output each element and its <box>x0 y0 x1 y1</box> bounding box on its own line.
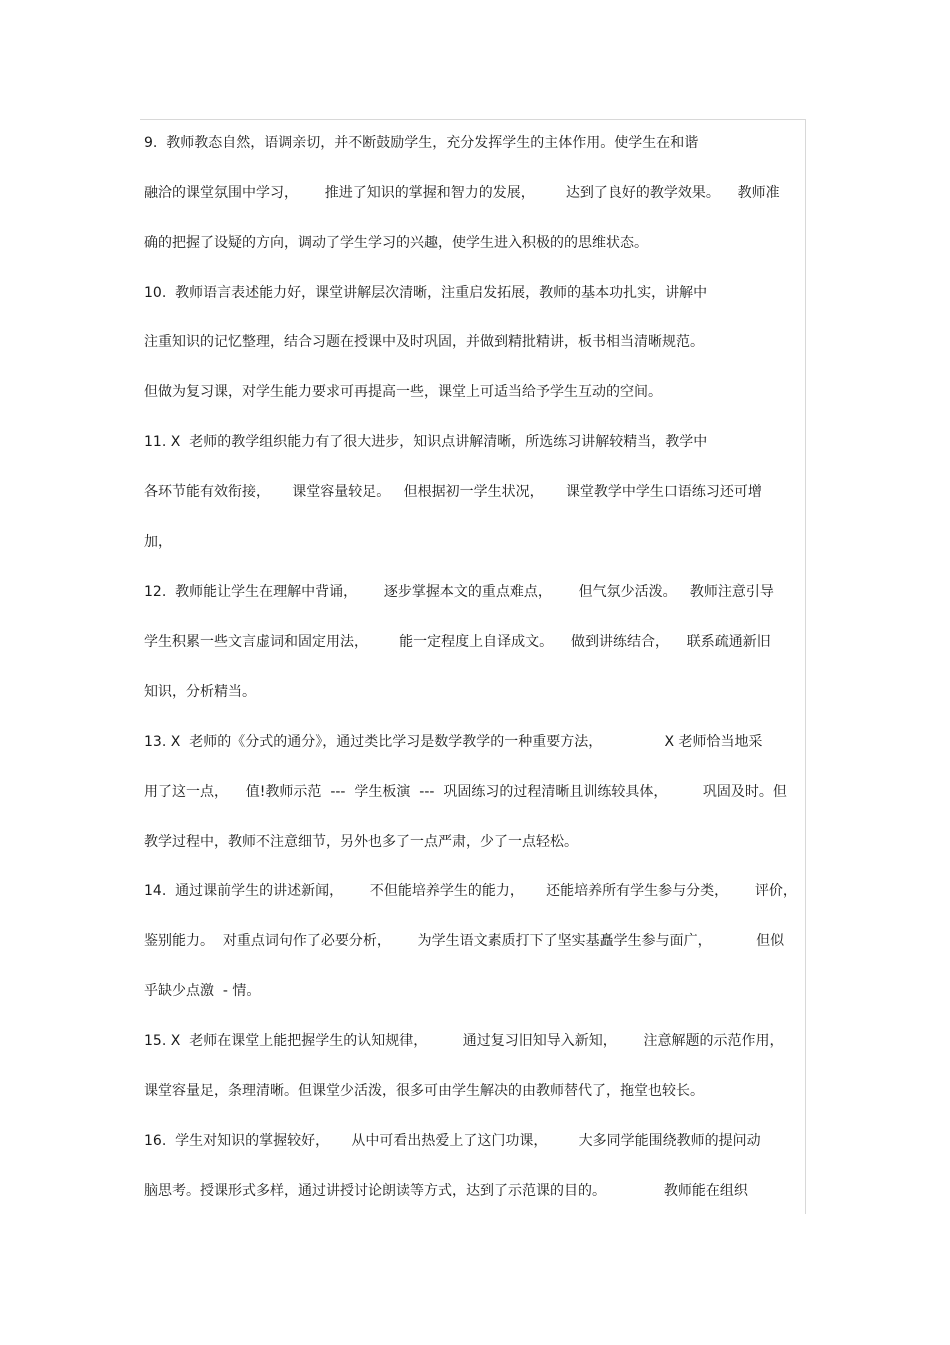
text-line: 13. X 老师的《分式的通分》，通过类比学习是数学教学的一种重要方法， X 老师恰当地采 <box>144 734 763 750</box>
text-line: 但做为复习课，对学生能力要求可再提高一些，课堂上可适当给予学生互动的空间。 <box>144 384 662 400</box>
text-line: 知识，分析精当。 <box>144 684 256 700</box>
text-line: 16. 学生对知识的掌握较好， 从中可看出热爱上了这门功课， 大多同学能围绕教师的提问动 <box>144 1133 761 1149</box>
text-line: 用了这一点， 值!教师示范 --- 学生板演 --- 巩固练习的过程清晰且训练较具体， 巩固及时。但 <box>144 784 787 800</box>
text-line: 12. 教师能让学生在理解中背诵， 逐步掌握本文的重点难点， 但气氛少活泼。 教师注意引导 <box>144 584 774 600</box>
text-line: 10. 教师语言表述能力好，课堂讲解层次清晰，注重启发拓展，教师的基本功扎实，讲解中 <box>144 285 708 301</box>
text-line: 课堂容量足，条理清晰。但课堂少活泼，很多可由学生解决的由教师替代了，拖堂也较长。 <box>144 1083 704 1099</box>
text-line: 教学过程中，教师不注意细节，另外也多了一点严肃，少了一点轻松。 <box>144 834 578 850</box>
text-line: 融洽的课堂氛围中学习， 推进了知识的掌握和智力的发展， 达到了良好的教学效果。 教师准 <box>144 185 780 201</box>
text-line: 14. 通过课前学生的讲述新闻， 不但能培养学生的能力， 还能培养所有学生参与分类， 评价， <box>144 883 797 899</box>
text-line: 11. X 老师的教学组织能力有了很大进步，知识点讲解清晰，所选练习讲解较精当，教学中 <box>144 434 708 450</box>
text-line: 各环节能有效衔接， 课堂容量较足。 但根据初一学生状况， 课堂教学中学生口语练习还可增 <box>144 484 762 500</box>
text-line: 乎缺少点激 - 情。 <box>144 983 261 999</box>
text-line: 9. 教师教态自然，语调亲切，并不断鼓励学生，充分发挥学生的主体作用。使学生在和谐 <box>144 135 699 151</box>
text-line: 确的把握了设疑的方向，调动了学生学习的兴趣，使学生进入积极的的思维状态。 <box>144 235 648 251</box>
text-line: 鉴别能力。 对重点词句作了必要分析， 为学生语文素质打下了坚实基矗学生参与面广， 但似 <box>144 933 785 949</box>
text-line: 加， <box>144 534 172 550</box>
text-line: 注重知识的记忆整理，结合习题在授课中及时巩固，并做到精批精讲，板书相当清晰规范。 <box>144 334 704 350</box>
text-line: 脑思考。授课形式多样，通过讲授讨论朗读等方式，达到了示范课的目的。 教师能在组织 <box>144 1183 748 1199</box>
text-line: 学生积累一些文言虚词和固定用法， 能一定程度上自译成文。 做到讲练结合， 联系疏通新旧 <box>144 634 771 650</box>
text-line: 15. X 老师在课堂上能把握学生的认知规律， 通过复习旧知导入新知， 注意解题的示范作用， <box>144 1033 784 1049</box>
